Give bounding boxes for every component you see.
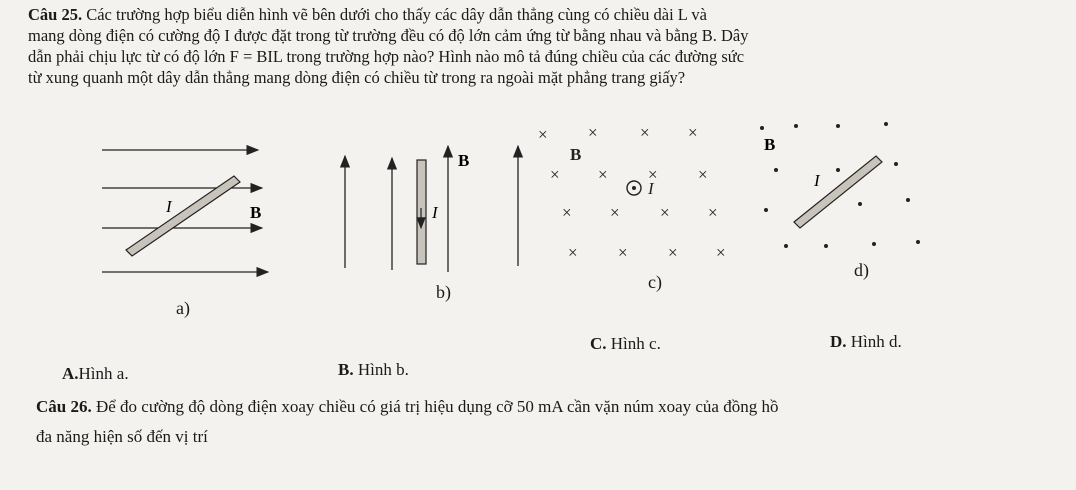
svg-text:×: ×: [538, 125, 548, 144]
svg-text:×: ×: [550, 165, 560, 184]
svg-text:×: ×: [708, 203, 718, 222]
option-a[interactable]: [62, 364, 129, 384]
figure-b-wire-label: I: [432, 203, 438, 222]
figure-d: [760, 122, 920, 248]
option-a-text: Hình a.: [78, 364, 129, 383]
svg-text:×: ×: [660, 203, 670, 222]
svg-text:×: ×: [588, 123, 598, 142]
svg-text:×: ×: [562, 203, 572, 222]
figures-row: [0, 100, 1076, 340]
figure-d-field-label: B⃗: [764, 135, 789, 154]
svg-text:×: ×: [568, 243, 578, 262]
svg-text:×: ×: [698, 165, 708, 184]
svg-text:×: ×: [688, 123, 698, 142]
svg-text:×: ×: [648, 165, 658, 184]
figure-c-wire-label: I: [648, 179, 654, 198]
option-c-key: C.: [590, 334, 607, 353]
q26-line-2: đa năng hiện số đến vị trí: [36, 427, 208, 446]
q25-line-4: từ xung quanh một dây dẫn thẳng mang dòng điện có chiều từ trong ra ngoài mặt phẳng trang giấy?: [28, 68, 686, 87]
figure-b-field-label: B⃗: [458, 151, 483, 170]
figure-a-label: a): [176, 298, 190, 318]
figure-c-field-label: B⃗: [570, 145, 595, 164]
q26-line-1: [36, 392, 1066, 422]
option-a-key: A.: [62, 364, 79, 383]
figure-d-wire-label: I: [814, 171, 820, 190]
q26-text: Để đo cường độ dòng điện xoay chiều có giá trị hiệu dụng cỡ 50 mA cần vặn núm xoay của đồng hồ: [91, 397, 779, 416]
figure-a-wire-label: I: [166, 197, 172, 216]
figure-d-wire: [794, 156, 882, 228]
figure-c-label: c): [648, 272, 662, 292]
svg-text:×: ×: [668, 243, 678, 262]
figure-c-cross-marks: [538, 123, 726, 262]
figure-c: [538, 123, 726, 262]
figures-svg: [0, 100, 1076, 340]
q26-number: Câu 26.: [36, 397, 92, 416]
q25-line-3: dẫn phải chịu lực từ có độ lớn F = BIL trong trường hợp nào? Hình nào mô tả đúng chiều của các đường sức: [28, 47, 745, 66]
q25-line-1: [28, 4, 1058, 25]
q25-line-2: mang dòng điện có cường độ I được đặt trong từ trường đều có độ lớn cảm ứng từ bằng nhau và bằng B. Dây: [28, 26, 749, 45]
question-26: [36, 392, 1066, 452]
svg-text:×: ×: [598, 165, 608, 184]
svg-text:×: ×: [716, 243, 726, 262]
figure-a: [102, 150, 275, 272]
option-b[interactable]: [338, 360, 409, 380]
option-c[interactable]: [590, 334, 661, 354]
option-b-text: Hình b.: [353, 360, 409, 379]
figure-d-label: d): [854, 260, 869, 280]
option-d-key: D.: [830, 332, 847, 351]
svg-text:×: ×: [610, 203, 620, 222]
option-c-text: Hình c.: [606, 334, 661, 353]
q25-text-1: Các trường hợp biểu diễn hình vẽ bên dưới cho thấy các dây dẫn thẳng cùng có chiều dài L và: [82, 5, 707, 24]
figure-b: [345, 146, 518, 272]
figure-b-label: b): [436, 282, 451, 302]
option-d-text: Hình d.: [846, 332, 902, 351]
option-d[interactable]: [830, 332, 902, 352]
q25-number: Câu 25.: [28, 5, 83, 24]
svg-text:×: ×: [618, 243, 628, 262]
option-b-key: B.: [338, 360, 354, 379]
svg-text:×: ×: [640, 123, 650, 142]
question-25: [28, 4, 1058, 88]
figure-a-field-label: B⃗: [250, 203, 275, 222]
